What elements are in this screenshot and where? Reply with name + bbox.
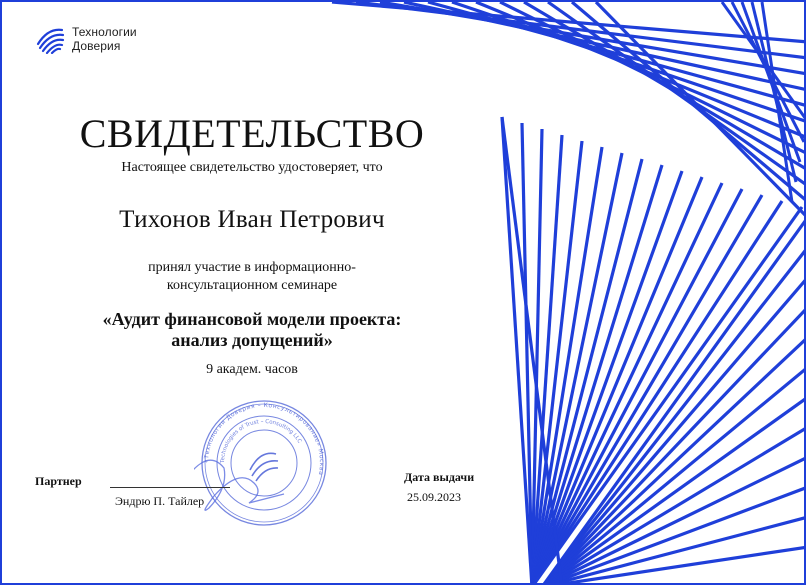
course-title-line2: анализ допущений»: [171, 330, 333, 350]
deco-top-line: [428, 2, 806, 106]
participation-description: [42, 259, 462, 295]
signature-line: [110, 487, 230, 488]
deco-fan-line: [532, 159, 642, 585]
stamp-outer-text: «Технологии Доверия – Консультирование» Москва: [202, 401, 326, 477]
partner-label: Партнер: [35, 474, 82, 488]
stamp-inner-text: Technologies of Trust – Consulting LLC: [219, 418, 303, 464]
recipient-name: Тихонов Иван Петрович: [119, 206, 385, 233]
course-title-line1: «Аудит финансовой модели проекта:: [102, 309, 402, 329]
course-title: [42, 309, 462, 351]
partner-name: Эндрю П. Тайлер: [115, 494, 205, 508]
description-line2: консультационном семинаре: [166, 278, 338, 293]
deco-top-line: [452, 2, 806, 122]
issue-date-label: Дата выдачи: [404, 470, 475, 484]
course-hours: 9 академ. часов: [206, 362, 298, 377]
deco-right-line: [542, 337, 806, 585]
stamp-center-mark: [250, 453, 278, 481]
brand-logo: [34, 24, 137, 54]
certificate-title: СВИДЕТЕЛЬСТВО: [79, 111, 425, 156]
deco-right-line: [542, 247, 806, 585]
brand-name-line1: Технологии: [72, 25, 137, 39]
globe-logo-icon: [34, 24, 66, 54]
brand-name: [72, 25, 137, 53]
brand-name-line2: Доверия: [72, 39, 121, 53]
company-stamp: [194, 398, 334, 528]
certificate-subtitle: Настоящее свидетельство удостоверяет, что: [121, 160, 383, 175]
description-line1: принял участие в информационно-: [148, 260, 356, 275]
issue-date-value: 25.09.2023: [407, 490, 461, 504]
